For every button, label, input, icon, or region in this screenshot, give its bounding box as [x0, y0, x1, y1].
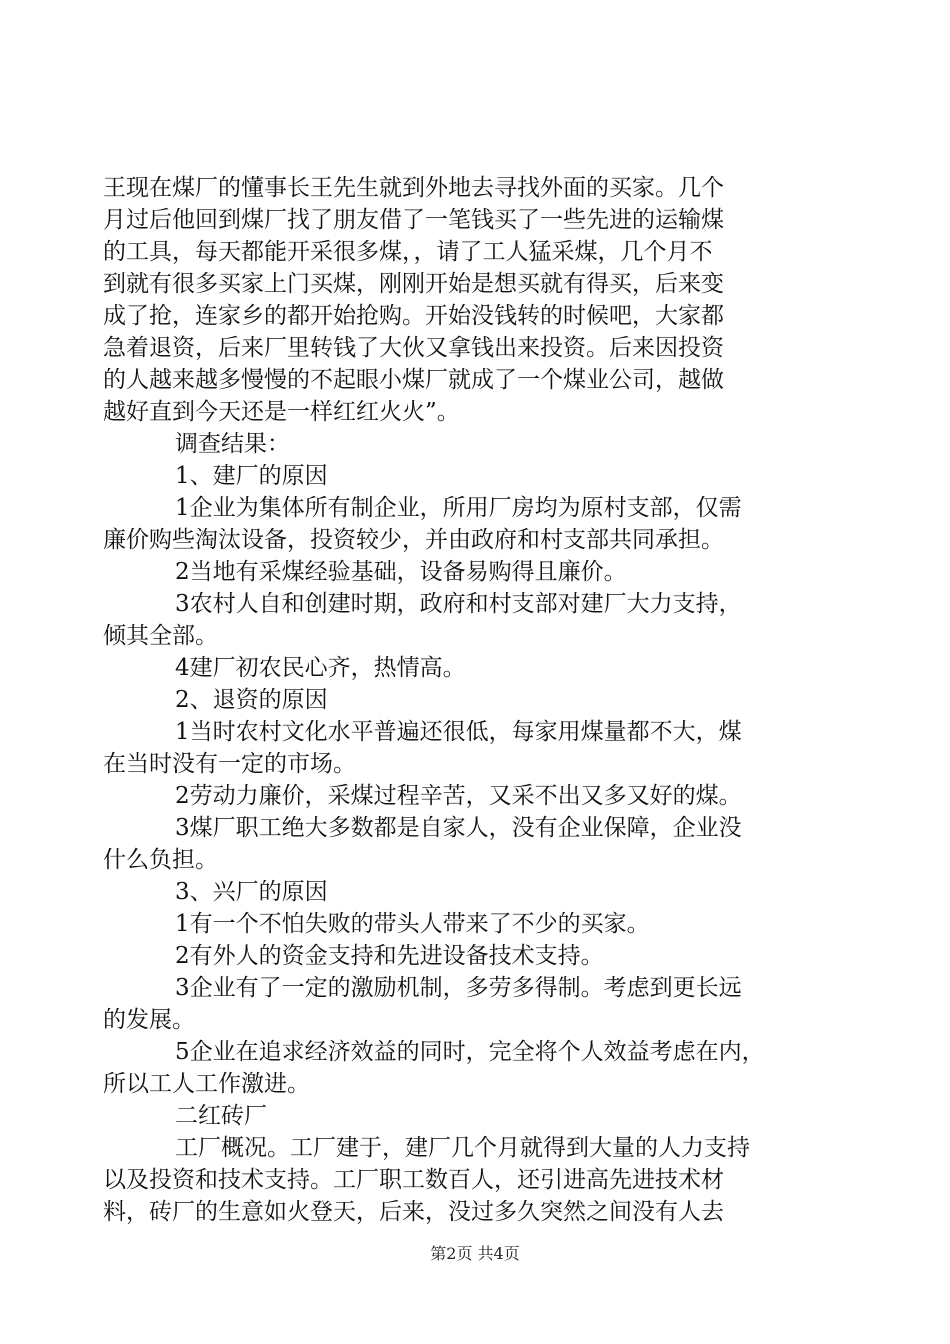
list-item: 5企业在追求经济效益的同时，完全将个人效益考虑在内， — [175, 1039, 765, 1065]
list-item: 1有一个不怕失败的带头人带来了不少的买家。 — [175, 911, 650, 937]
text-line: 廉价购些淘汰设备，投资较少，并由政府和村支部共同承担。 — [103, 527, 724, 553]
list-item: 1企业为集体所有制企业，所用厂房均为原村支部，仅需 — [175, 495, 742, 521]
section-heading: 3、兴厂的原因 — [175, 879, 328, 905]
section-heading: 2、退资的原因 — [175, 687, 328, 713]
text-line: 月过后他回到煤厂找了朋友借了一笔钱买了一些先进的运输煤 — [103, 207, 724, 233]
page-number-footer: 第2页 共4页 — [430, 1244, 520, 1263]
text-line: 倾其全部。 — [103, 623, 218, 649]
text-line: 越好直到今天还是一样红红火火”。 — [103, 399, 460, 425]
list-item: 2劳动力廉价，采煤过程辛苦，又采不出又多又好的煤。 — [175, 783, 742, 809]
list-item: 3煤厂职工绝大多数都是自家人，没有企业保障，企业没 — [175, 815, 742, 841]
section-heading: 二红砖厂 — [175, 1103, 267, 1129]
document-body — [103, 172, 848, 1228]
text-line: 什么负担。 — [103, 847, 218, 873]
text-line: 的发展。 — [103, 1007, 195, 1033]
list-item: 3农村人自和创建时期，政府和村支部对建厂大力支持， — [175, 591, 742, 617]
list-item: 2有外人的资金支持和先进设备技术支持。 — [175, 943, 604, 969]
list-item: 1当时农村文化水平普遍还很低，每家用煤量都不大，煤 — [175, 719, 742, 745]
text-line: 急着退资，后来厂里转钱了大伙又拿钱出来投资。后来因投资 — [103, 335, 724, 361]
text-line: 到就有很多买家上门买煤，刚刚开始是想买就有得买，后来变 — [103, 271, 724, 297]
section-heading: 1、建厂的原因 — [175, 463, 328, 489]
list-item: 4建厂初农民心齐，热情高。 — [175, 655, 466, 681]
text-line: 成了抢，连家乡的都开始抢购。开始没钱转的时候吧，大家都 — [103, 303, 724, 329]
section-heading: 调查结果： — [175, 431, 290, 457]
text-line: 料，砖厂的生意如火登天，后来，没过多久突然之间没有人去 — [103, 1199, 724, 1225]
text-line: 所以工人工作激进。 — [103, 1071, 310, 1097]
text-line: 以及投资和技术支持。工厂职工数百人，还引进高先进技术材 — [103, 1167, 724, 1193]
text-line: 在当时没有一定的市场。 — [103, 751, 356, 777]
list-item: 2当地有采煤经验基础，设备易购得且廉价。 — [175, 559, 627, 585]
paragraph-start: 工厂概况。工厂建于，建厂几个月就得到大量的人力支持 — [175, 1135, 750, 1161]
text-line: 的工具，每天都能开采很多煤，，请了工人猛采煤，几个月不 — [103, 239, 713, 265]
text-line: 的人越来越多慢慢的不起眼小煤厂就成了一个煤业公司，越做 — [103, 367, 724, 393]
list-item: 3企业有了一定的激励机制，多劳多得制。考虑到更长远 — [175, 975, 742, 1001]
text-line: 王现在煤厂的懂事长王先生就到外地去寻找外面的买家。几个 — [103, 175, 724, 201]
